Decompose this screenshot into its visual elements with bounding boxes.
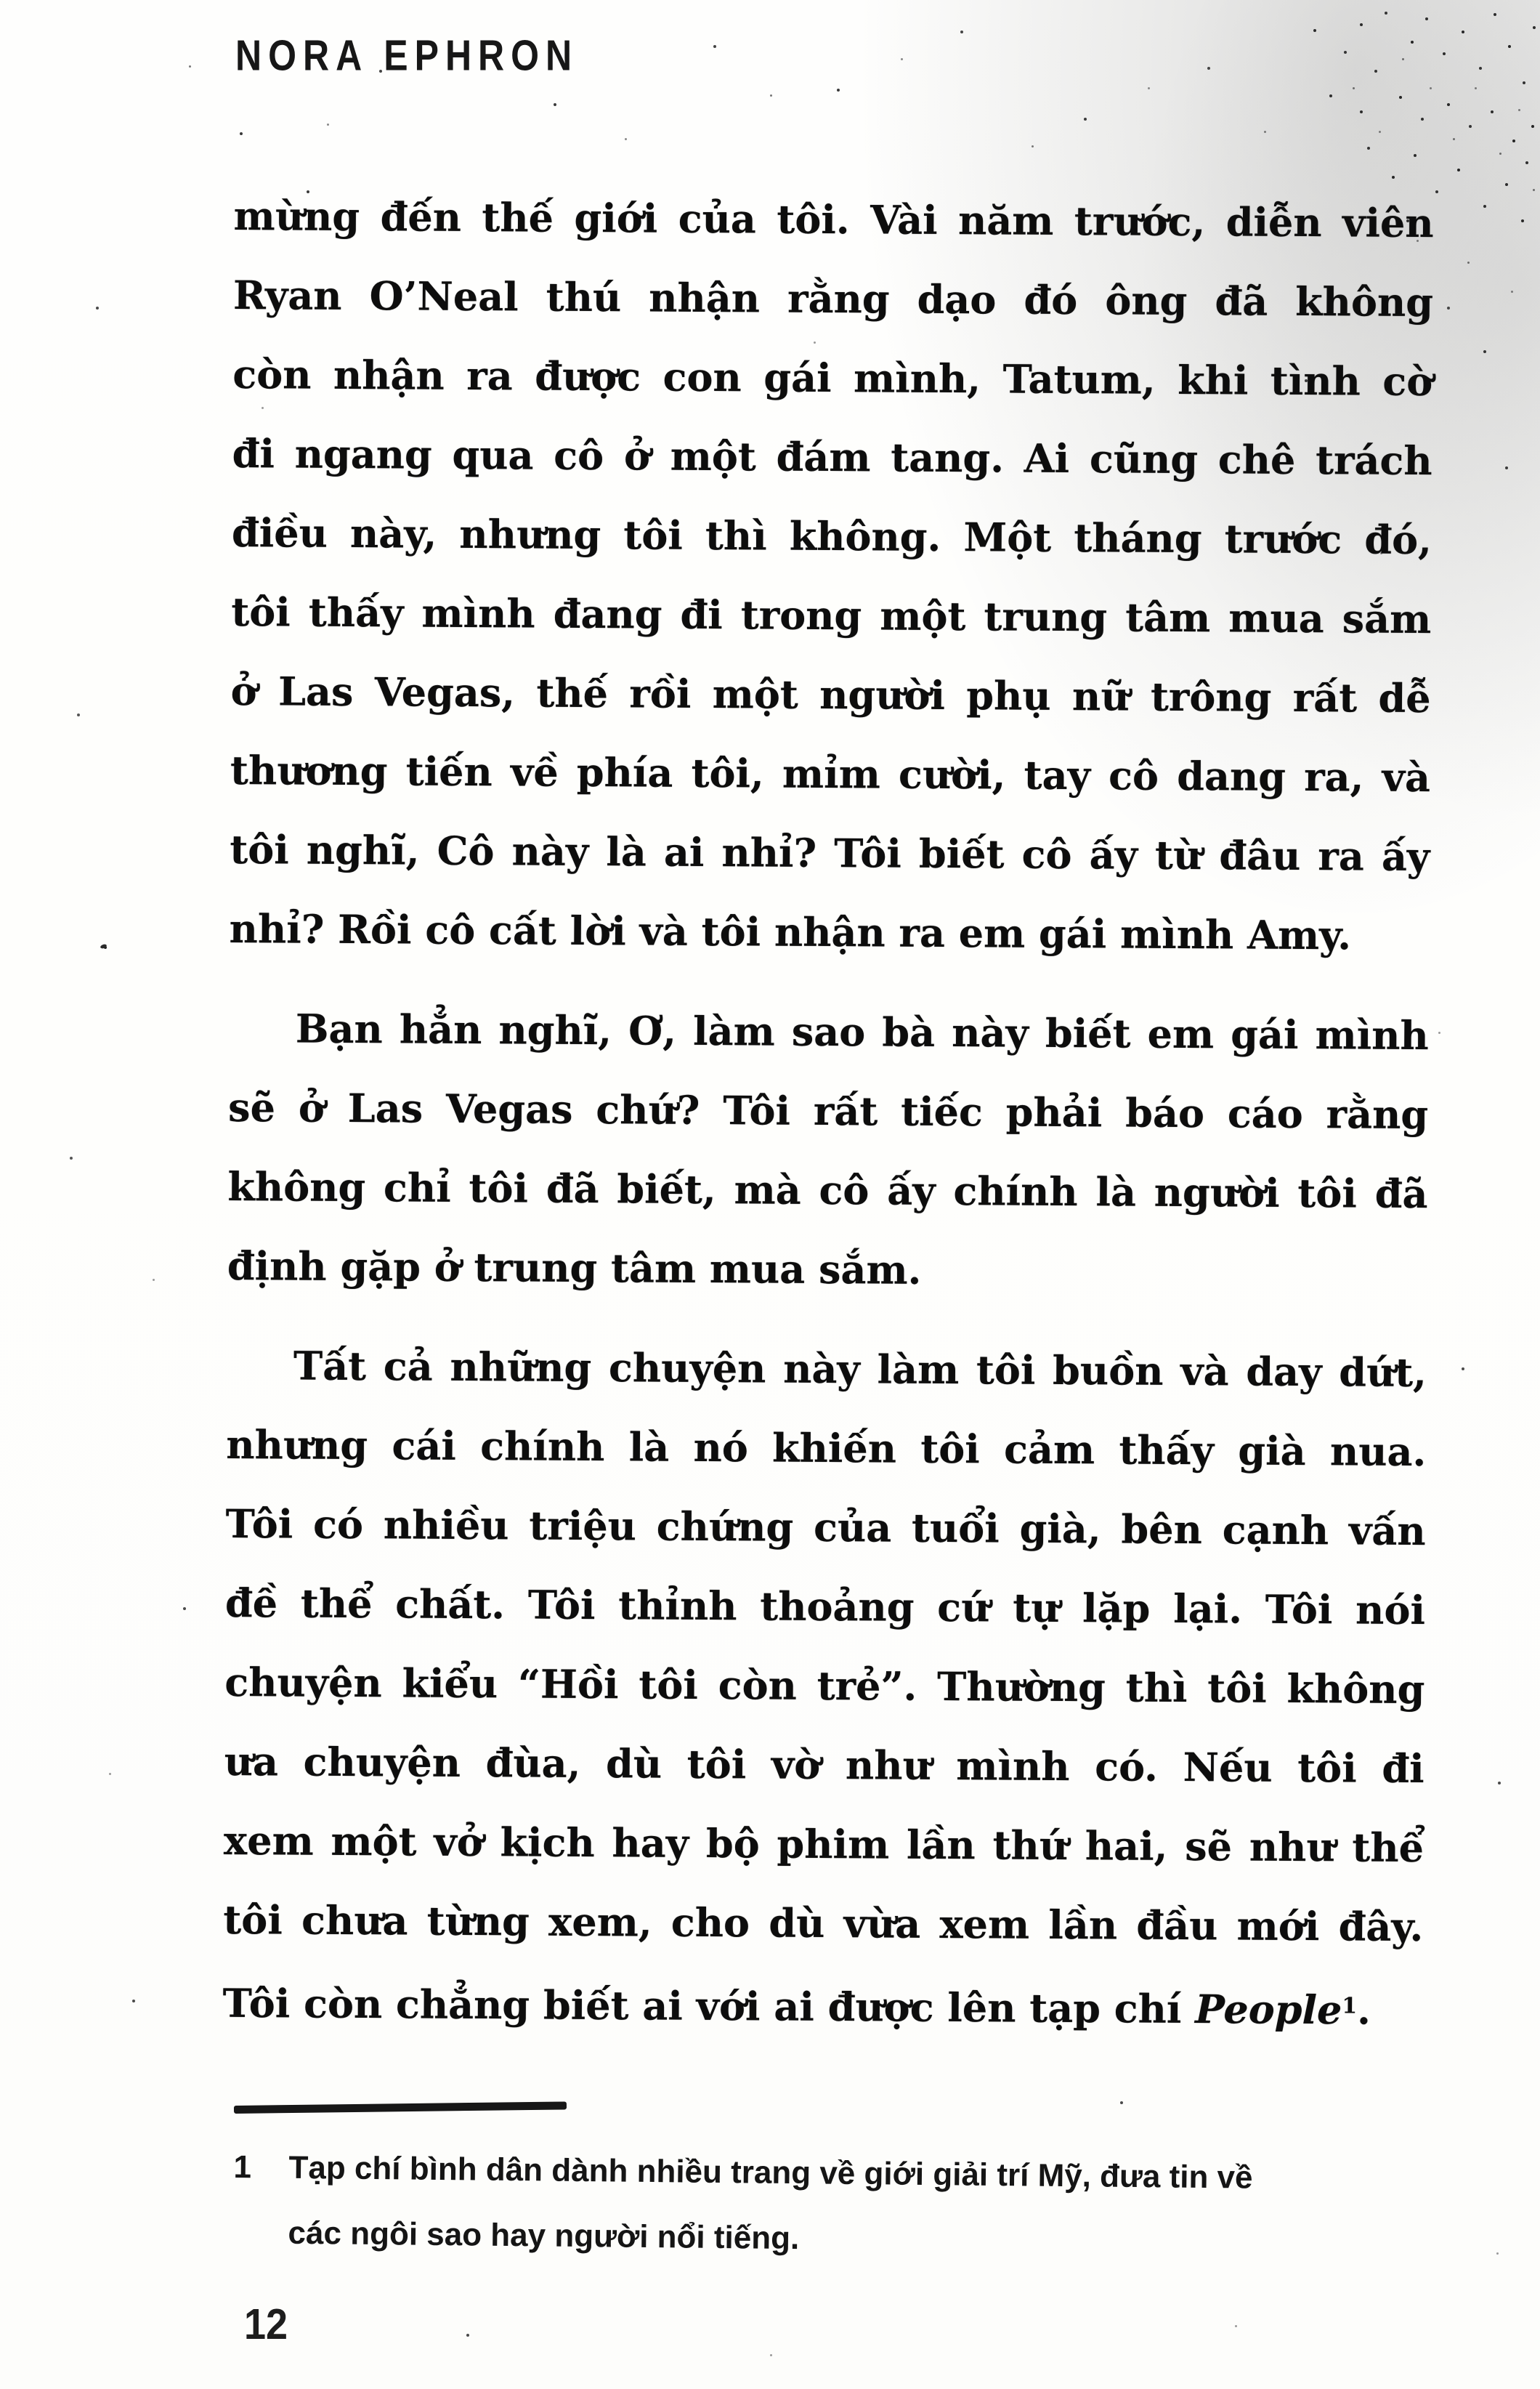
text-line: điều này, nhưng tôi thì không. Một tháng trước đó,	[231, 509, 1432, 564]
text-line: Tất cả những chuyện này làm tôi buồn và day dứt,	[293, 1342, 1427, 1396]
scan-smudge-mark	[100, 944, 107, 950]
text-line: tôi chưa từng xem, cho dù vừa xem lần đầu mới đây.	[223, 1896, 1424, 1951]
text-line: đi ngang qua cô ở một đám tang. Ai cũng chê trách	[232, 429, 1432, 485]
paragraph	[229, 177, 1434, 976]
text-line: Ryan O’Neal thú nhận rằng dạo đó ông đã không	[232, 271, 1434, 326]
text-line: ở Las Vegas, thế rồi một người phụ nữ trông rất dễ	[230, 667, 1431, 722]
text-line: nhỉ? Rồi cô cất lời và tôi nhận ra em gái mình Amy.	[229, 905, 1352, 959]
page-number: 12	[244, 2300, 288, 2348]
scan-speckle-layer-dark	[0, 0, 3, 3]
footnote-line: các ngôi sao hay người nổi tiếng.	[288, 2215, 800, 2257]
paragraph	[227, 989, 1430, 1313]
text-line: Bạn hẳn nghĩ, Ơ, làm sao bà này biết em gái mình	[295, 1005, 1430, 1059]
text-line: sẽ ở Las Vegas chứ? Tôi rất tiếc phải báo cáo rằng	[227, 1083, 1429, 1139]
footnote-line: Tạp chí bình dân dành nhiều trang về giới giải trí Mỹ, đưa tin về	[288, 2149, 1253, 2196]
footnote-marker: 1	[233, 2149, 252, 2186]
text-line: không chỉ tôi đã biết, mà cô ấy chính là người tôi đã	[227, 1163, 1428, 1218]
text-line: định gặp ở trung tâm mua sắm.	[227, 1242, 922, 1293]
paragraph	[222, 1326, 1427, 2050]
scan-speckle-layer-faint	[0, 0, 2, 2]
running-header-author: NORA EPHRON	[235, 31, 579, 80]
text-segment: Tôi còn chẳng biết ai với ai được lên tạp chí	[222, 1979, 1196, 2032]
footnote-text	[288, 2135, 1469, 2279]
body-text	[222, 177, 1434, 2050]
text-line: thương tiến về phía tôi, mỉm cười, tay cô dang ra, và	[230, 746, 1431, 801]
text-line: đề thể chất. Tôi thỉnh thoảng cứ tự lặp lại. Tôi nói	[224, 1579, 1426, 1634]
text-line: Tôi có nhiều triệu chứng của tuổi già, bên cạnh vấn	[225, 1500, 1426, 1555]
text-line: ưa chuyện đùa, dù tôi vờ như mình có. Nếu tôi đi	[224, 1737, 1424, 1792]
text-line: xem một vở kịch hay bộ phim lần thứ hai, sẽ như thể	[223, 1816, 1424, 1872]
footnote	[232, 2135, 1469, 2279]
magazine-title-italic: People	[1195, 1985, 1342, 2034]
text-line: chuyện kiểu “Hồi tôi còn trẻ”. Thường thì tôi không	[224, 1658, 1425, 1713]
footnote-reference-superscript: 1	[1342, 1993, 1358, 2019]
text-line: tôi thấy mình đang đi trong một trung tâm mua sắm	[231, 588, 1432, 643]
text-line: còn nhận ra được con gái mình, Tatum, khi tình cờ	[232, 350, 1433, 405]
text-line	[222, 1960, 1423, 2050]
text-line: nhưng cái chính là nó khiến tôi cảm thấy già nua.	[226, 1420, 1427, 1476]
text-line: tôi nghĩ, Cô này là ai nhỉ? Tôi biết cô ấy từ đâu ra ấy	[230, 825, 1430, 881]
text-line: mừng đến thế giới của tôi. Vài năm trước, diễn viên	[233, 192, 1434, 247]
text-segment: .	[1356, 1986, 1371, 2034]
footnote-divider-rule	[234, 2101, 567, 2114]
